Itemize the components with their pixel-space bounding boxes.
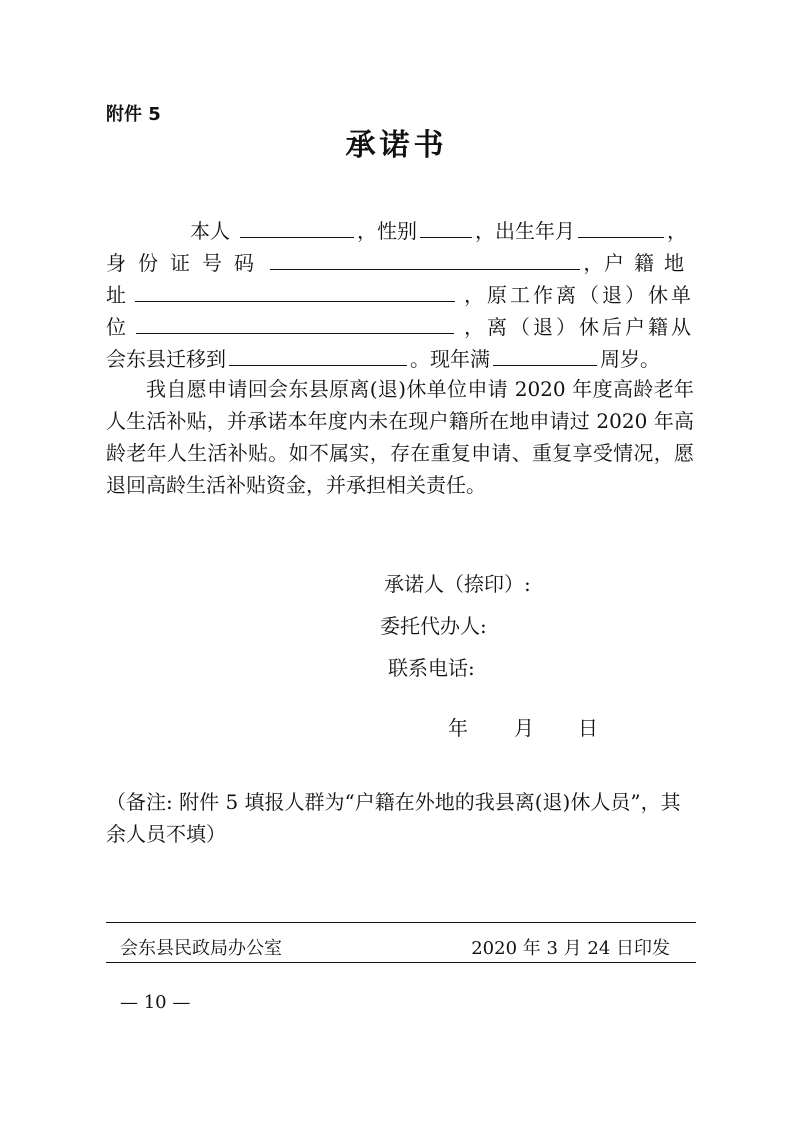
form-line-moved	[106, 341, 694, 373]
birth-blank[interactable]	[578, 213, 664, 238]
form-line-id	[106, 245, 694, 277]
name-blank[interactable]	[240, 213, 354, 238]
footer-bottom-rule	[106, 962, 696, 963]
label-unit-tail: 位	[106, 315, 126, 339]
label-age-tail: 周岁。	[600, 347, 660, 371]
label-comma-2: ，	[583, 251, 604, 275]
date-year-label: 年	[448, 716, 468, 740]
label-moved-to: 会东县迁移到	[106, 347, 226, 371]
phone-label: 联系电话:	[388, 656, 475, 680]
attachment-label: 附件 5	[106, 104, 161, 125]
date-month-label: 月	[514, 716, 534, 740]
label-birth: ，出生年月	[475, 219, 575, 243]
label-orig-unit: ，原工作离（退）休单	[464, 283, 694, 307]
page-number: — 10 —	[120, 992, 191, 1013]
footer-row	[120, 934, 670, 960]
moved-to-blank[interactable]	[229, 341, 407, 366]
pledge-paragraph: 我自愿申请回会东县原离(退)休单位申请 2020 年度高龄老年人生活补贴，并承诺本年度内未在现户籍所在地申请过 2020 年高龄老年人生活补贴。如不属实，存在重复申请、重复享受情况，愿退回高龄生活补贴资金，并承担相关责任。	[106, 377, 694, 497]
form-line-name	[106, 213, 694, 245]
label-after-retire: ，离（退）休后户籍从	[464, 315, 694, 339]
promiser-label: 承诺人（捺印）:	[384, 572, 531, 596]
agent-label: 委托代办人:	[380, 614, 487, 638]
label-idcard: 身份证号码	[106, 251, 266, 275]
remark-text: （备注: 附件 5 填报人群为“户籍在外地的我县离(退)休人员”，其余人员不填）	[106, 790, 681, 846]
label-comma: ，	[667, 219, 687, 243]
label-huji: 户籍地	[603, 251, 694, 275]
issue-date: 2020 年 3 月 24 日印发	[471, 938, 670, 959]
label-sex: ，性别	[357, 219, 417, 243]
label-addr-tail: 址	[106, 283, 126, 307]
idcard-blank[interactable]	[270, 245, 580, 270]
label-age-full: 。现年满	[410, 347, 490, 371]
address-blank[interactable]	[135, 277, 455, 302]
form-line-unit	[106, 309, 694, 341]
document-title: 承诺书	[345, 128, 448, 163]
age-blank[interactable]	[493, 341, 597, 366]
date-day-label: 日	[578, 716, 598, 740]
form-line-address	[106, 277, 694, 309]
issuing-office: 会东县民政局办公室	[120, 938, 282, 959]
footer-top-rule	[106, 922, 696, 923]
label-benren: 本人	[190, 219, 230, 243]
sex-blank[interactable]	[420, 213, 472, 238]
unit-blank[interactable]	[136, 309, 454, 334]
